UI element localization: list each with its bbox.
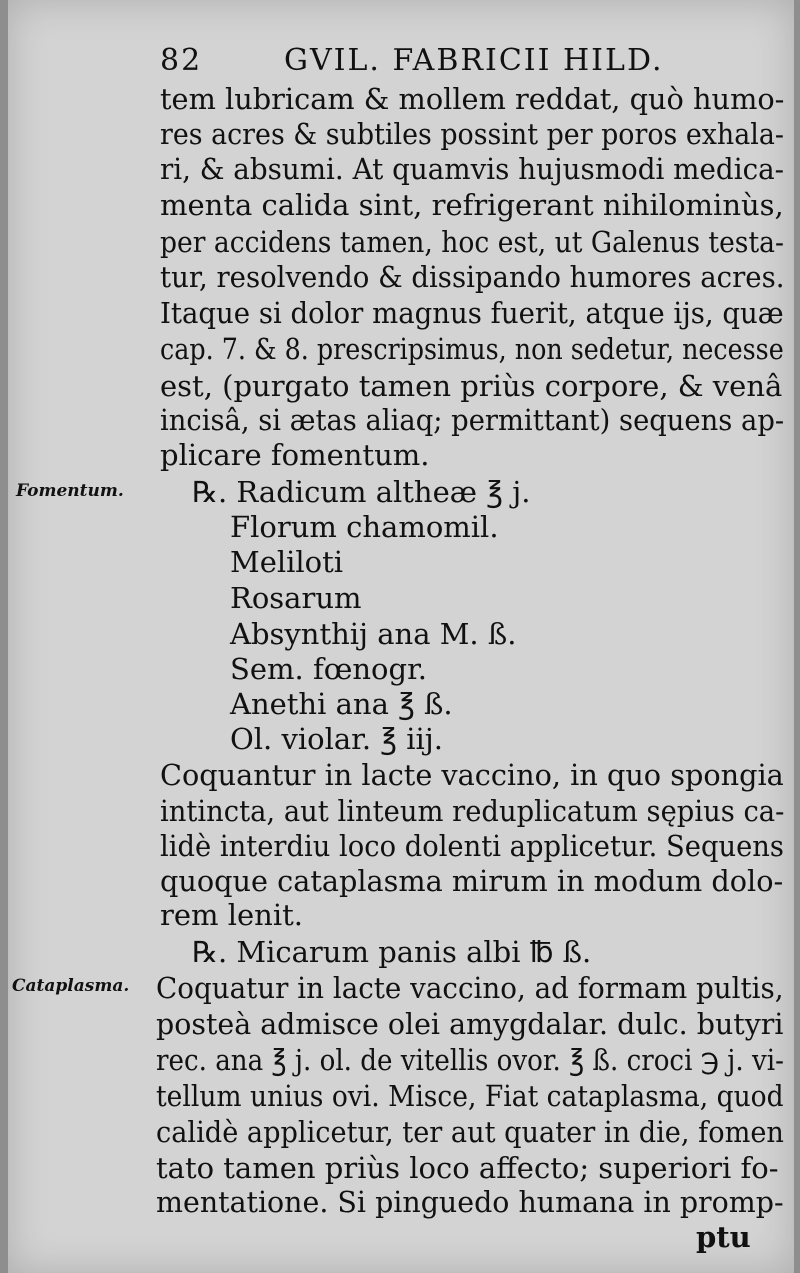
text-line: Coquatur in lacte vaccino, ad formam pultis,: [156, 971, 784, 1005]
margin-note-cataplasma: Cataplasma.: [12, 976, 130, 996]
text-line: Itaque si dolor magnus fuerit, atque ijs, quæ: [160, 296, 784, 330]
catchword: ptu: [696, 1220, 751, 1254]
recipe-line: Florum chamomil.: [230, 510, 499, 544]
text-line: Coquantur in lacte vaccino, in quo spongia: [160, 758, 784, 792]
text-line: incisâ, si ætas aliaq; permittant) sequens ap-: [160, 403, 785, 437]
page-number: 82: [160, 43, 203, 78]
text-line: calidè applicetur, ter aut quater in die, fomen: [156, 1115, 784, 1149]
book-page: [8, 0, 794, 1273]
text-line: lidè interdiu loco dolenti applicetur. Sequens: [160, 829, 784, 863]
text-line: cap. 7. & 8. prescripsimus, non sedetur, necesse: [160, 332, 784, 366]
text-line: per accidens tamen, hoc est, ut Galenus testa-: [160, 225, 784, 259]
text-line: res acres & subtiles possint per poros exhala-: [160, 117, 784, 151]
margin-note-fomentum: Fomentum.: [16, 481, 124, 501]
text-line: plicare fomentum.: [160, 438, 430, 472]
text-line: rec. ana ℥ j. ol. de vitellis ovor. ℥ ß. croci ℈ j. vi-: [156, 1043, 784, 1077]
text-line: posteà admisce olei amygdalar. dulc. butyri: [156, 1007, 784, 1041]
text-line: mentatione. Si pinguedo humana in promp-: [156, 1185, 784, 1219]
text-line: tur, resolvendo & dissipando humores acres.: [160, 260, 785, 294]
text-line: tato tamen priùs loco affecto; superiori fo-: [156, 1151, 779, 1185]
recipe-line: Meliloti: [230, 545, 344, 579]
recipe-line: Absynthij ana M. ß.: [230, 617, 517, 651]
text-line: tellum unius ovi. Misce, Fiat cataplasma, quod: [156, 1079, 784, 1113]
recipe-line: ℞. Radicum altheæ ℥ j.: [192, 475, 531, 509]
recipe-line: ℞. Micarum panis albi ℔ ß.: [192, 935, 592, 969]
recipe-line: Ol. violar. ℥ iij.: [230, 722, 444, 756]
text-line: rem lenit.: [160, 898, 304, 932]
text-line: est, (purgato tamen priùs corpore, & venâ: [160, 369, 783, 403]
text-line: ri, & absumi. At quamvis hujusmodi medica-: [160, 152, 785, 186]
recipe-line: Rosarum: [230, 581, 362, 615]
text-line: menta calida sint, refrigerant nihilominùs,: [160, 188, 784, 222]
recipe-line: Anethi ana ℥ ß.: [230, 687, 453, 721]
recipe-line: Sem. fœnogr.: [230, 652, 427, 686]
text-line: tem lubricam & mollem reddat, quò humo-: [160, 82, 785, 116]
text-line: quoque cataplasma mirum in modum dolo-: [160, 864, 784, 898]
text-line: intincta, aut linteum reduplicatum sępius ca-: [160, 794, 785, 828]
running-title: GVIL. FABRICII HILD.: [284, 43, 664, 78]
